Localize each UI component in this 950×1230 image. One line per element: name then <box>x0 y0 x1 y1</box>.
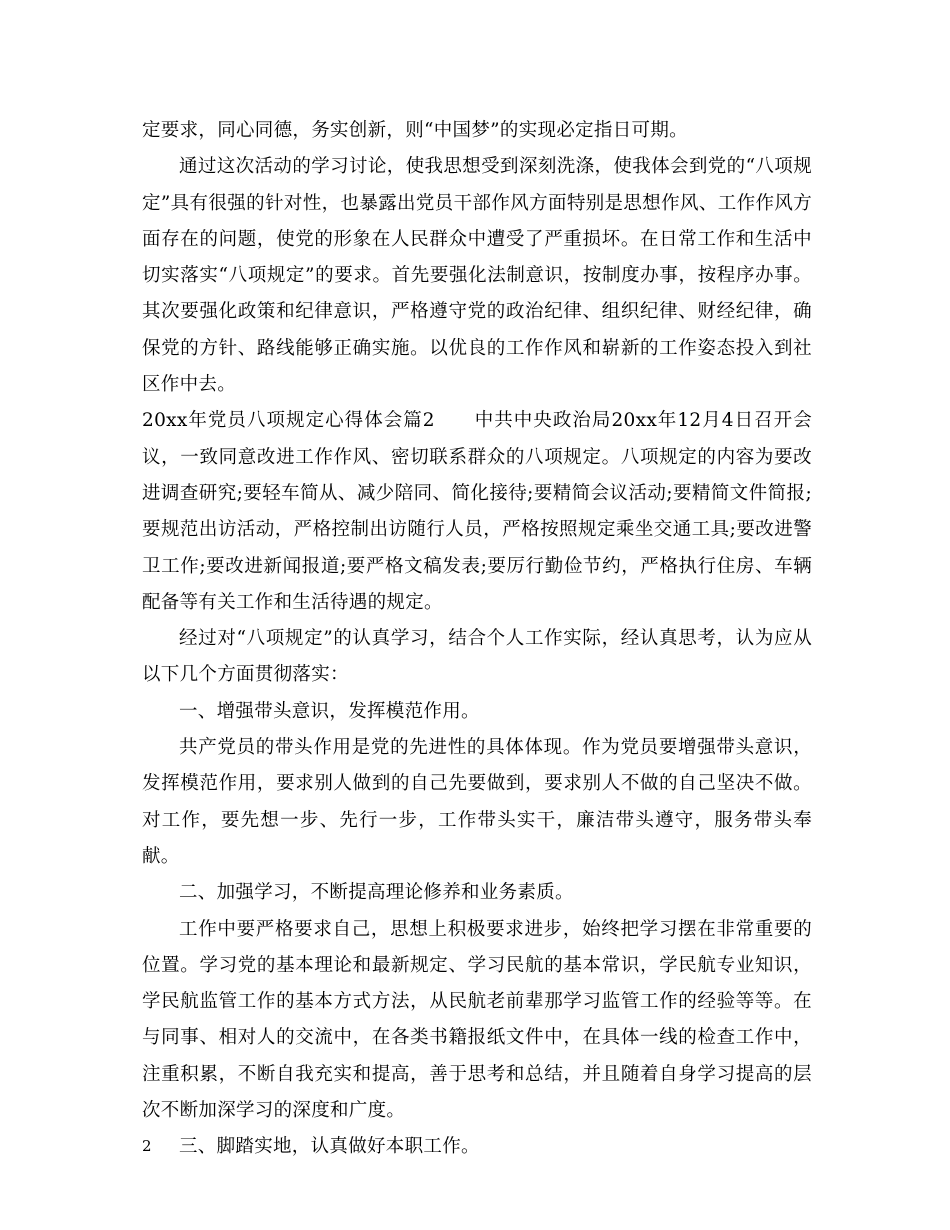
paragraph-5: 共产党员的带头作用是党的先进性的具体体现。作为党员要增强带头意识，发挥模范作用，要求别人做到的自己先要做到，要求别人不做的自己坚决不做。对工作，要先想一步、先行一步，工作带头实干，廉洁带头遵守，服务带头奉献。 <box>142 737 812 867</box>
section-heading-3: 三、脚踏实地，认真做好本职工作。 <box>179 1136 480 1158</box>
paragraph-3: 20xx年党员八项规定心得体会篇2 中共中央政治局20xx年12月4日召开会议，一致同意改进工作作风、密切联系群众的八项规定。八项规定的内容为要改进调查研究;要轻车简从、减少陪同、简化接待;要精简会议活动;要精简文件简报;要规范出访活动，严格控制出访随行人员，严格按照规定乘坐交通工具;要改进警卫工作;要改进新闻报道;要严格文稿发表;要厉行勤俭节约，严格执行住房、车辆配备等有关工作和生活待遇的规定。 <box>142 410 812 613</box>
page-number: 2 <box>142 1137 152 1155</box>
section-heading-1: 一、增强带头意识，发挥模范作用。 <box>179 700 480 722</box>
paragraph-6: 工作中要严格要求自己，思想上积极要求进步，始终把学习摆在非常重要的位置。学习党的基本理论和最新规定、学习民航的基本常识，学民航专业知识，学民航监管工作的基本方式方法，从民航老前辈那学习监管工作的经验等等。在与同事、相对人的交流中，在各类书籍报纸文件中，在具体一线的检查工作中，注重积累，不断自我充实和提高，善于思考和总结，并且随着自身学习提高的层次不断加深学习的深度和广度。 <box>142 918 812 1122</box>
document-body <box>142 113 812 1166</box>
paragraph-2: 通过这次活动的学习讨论，使我思想受到深刻洗涤，使我体会到党的“八项规定”具有很强的针对性，也暴露出党员干部作风方面特别是思想作风、工作作风方面存在的问题，使党的形象在人民群众中遭受了严重损坏。在日常工作和生活中切实落实“八项规定”的要求。首先要强化法制意识，按制度办事，按程序办事。其次要强化政策和纪律意识，严格遵守党的政治纪律、组织纪律、财经纪律，确保党的方针、路线能够正确实施。以优良的工作作风和崭新的工作姿态投入到社区作中去。 <box>142 156 812 396</box>
section-heading-2: 二、加强学习，不断提高理论修养和业务素质。 <box>179 882 574 904</box>
paragraph-1: 定要求，同心同德，务实创新，则“中国梦”的实现必定指日可期。 <box>142 120 688 141</box>
paragraph-4: 经过对“八项规定”的认真学习，结合个人工作实际，经认真思考，认为应从以下几个方面贯彻落实： <box>142 628 812 686</box>
